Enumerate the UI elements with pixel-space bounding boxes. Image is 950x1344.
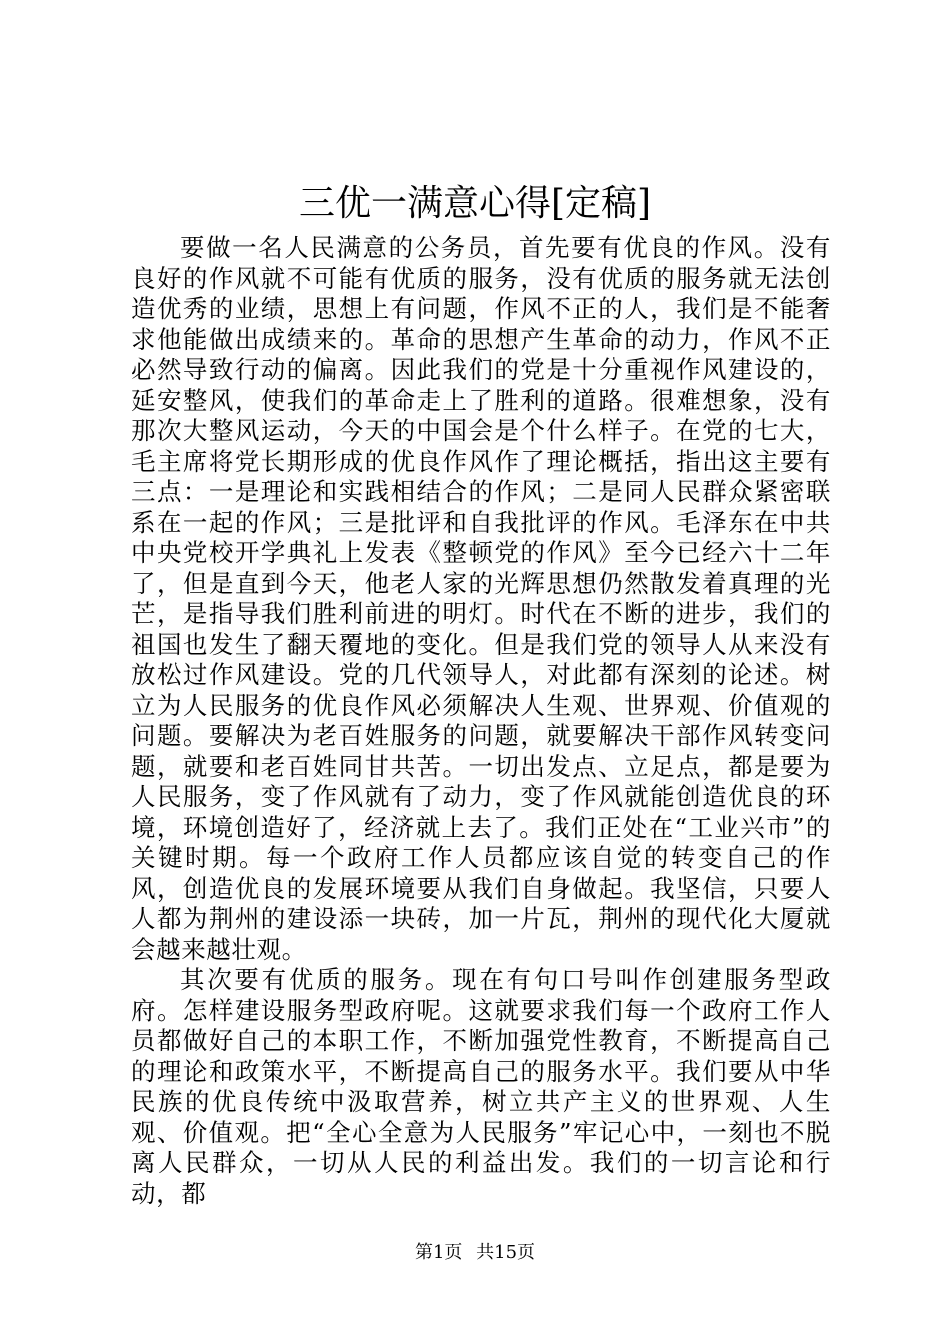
paragraph-1: 要做一名人民满意的公务员，首先要有优良的作风。没有良好的作风就不可能有优质的服务，没有优质的服务就无法创造优秀的业绩，思想上有问题，作风不正的人，我们是不能奢求他能做出成绩来的。革命的思想产生革命的动力，作风不正必然导致行动的偏离。因此我们的党是十分重视作风建设的，延安整风，使我们的革命走上了胜利的道路。很难想象，没有那次大整风运动，今天的中国会是个什么样子。在党的七大，毛主席将党长期形成的优良作风作了理论概括，指出这主要有三点：一是理论和实践相结合的作风；二是同人民群众紧密联系在一起的作风；三是批评和自我批评的作风。毛泽东在中共中央党校开学典礼上发表《整顿党的作风》至今已经六十二年了，但是直到今天，他老人家的光辉思想仍然散发着真理的光芒，是指导我们胜利前进的明灯。时代在不断的进步，我们的祖国也发生了翻天覆地的变化。但是我们党的领导人从来没有放松过作风建设。党的几代领导人，对此都有深刻的论述。树立为人民服务的优良作风必须解决人生观、世界观、价值观的问题。要解决为老百姓服务的问题，就要解决干部作风转变问题，就要和老百姓同甘共苦。一切出发点、立足点，都是要为人民服务，变了作风就有了动力，变了作风就能创造优良的环境，环境创造好了，经济就上去了。我们正处在“工业兴市”的关键时期。每一个政府工作人员都应该自觉的转变自己的作风，创造优良的发展环境要从我们自身做起。我坚信，只要人人都为荆州的建设添一块砖，加一片瓦，荆州的现代化大厦就会越来越壮观。 [131,233,831,964]
page-number: 第1页 [414,1242,463,1263]
page-total: 共15页 [476,1242,536,1263]
page-title: 三优一满意心得[定稿] [298,183,652,224]
paragraph-2: 其次要有优质的服务。现在有句口号叫作创建服务型政府。怎样建设服务型政府呢。这就要求我们每一个政府工作人员都做好自己的本职工作，不断加强党性教育，不断提高自己的理论和政策水平，不断提高自己的服务水平。我们要从中华民族的优良传统中汲取营养，树立共产主义的世界观、人生观、价值观。把“全心全意为人民服务”牢记心中，一刻也不脱离人民群众，一切从人民的利益出发。我们的一切言论和行动，都 [131,965,831,1208]
document-body [131,233,831,1209]
page-footer [0,1241,950,1265]
